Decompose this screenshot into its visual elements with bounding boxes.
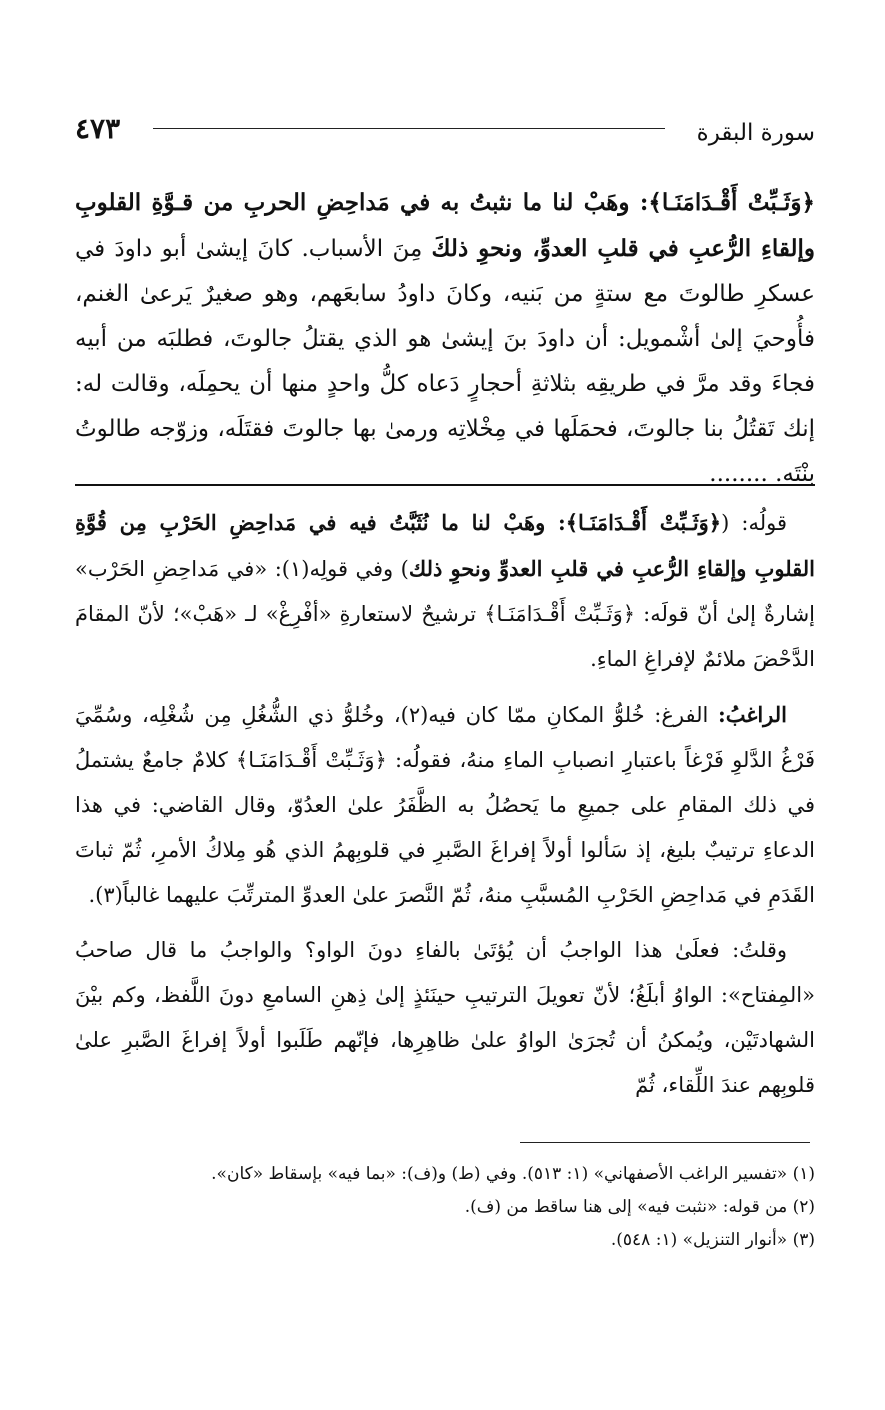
commentary (75, 500, 815, 1118)
main-paragraph (75, 180, 815, 497)
section-divider (75, 484, 815, 486)
footnote-rule (520, 1142, 810, 1143)
main-rest: مِنَ الأسباب. كانَ إيشىٰ أبو داودَ في عسكرِ طالوتَ مع ستةٍ من بَنيه، وكانَ داودُ سابعَهم، وهو صغيرٌ يَرعىٰ الغنم، فأُوحيَ إلىٰ أشْمويل: أن داودَ بنَ إيشىٰ هو الذي يقتلُ جالوتَ، فطلبَه من أبيه فجاءَ وقد مرَّ في طريقِه بثلاثةِ أحجارٍ دَعاه كلُّ واحدٍ منها أن يحمِلَه، وقالت له: إنك تَقتُلُ بنا جالوتَ، فحمَلَها في مِخْلاتِه ورمىٰ بها جالوتَ فقتَلَه، وزوّجه طالوتُ بنْتَه. ........ (75, 236, 815, 487)
commentary-lead: قولُه: ( (721, 511, 787, 535)
commentary-text: وقلتُ: فعلَىٰ هذا الواجبُ أن يُؤتَىٰ بالفاءِ دونَ الواو؟ والواجبُ ما قال صاحبُ «المِفتاح»: الواوُ أبلَغُ؛ لأنّ تعويلَ الترتيبِ حينَئذٍ إلىٰ ذِهنِ السامعِ دونَ اللَّفظ، وكم بيْنَ الشهادتَيْن، ويُمكنُ أن تُجرَىٰ الواوُ علىٰ ظاهِرِها، فإنّهم طَلَبوا أولاً إفراغَ الصَّبرِ علىٰ قلوبِهم عندَ اللِّقاء، ثُمّ (75, 938, 815, 1097)
main-ayah: ﴿وَثَـبِّتْ أَقْـدَامَنَـا﴾ (648, 189, 815, 216)
page-number: ٤٧٣ (75, 112, 121, 145)
main-lead: : وهَبْ لنا ما نثبتُ به في مَداحِضِ الحربِ من قـوَّةِ القلوبِ وإلقاءِ الرُّعبِ في قلبِ العدوِّ، ونحوِ ذلكَ (75, 189, 816, 262)
page-header (75, 112, 815, 152)
main-text (75, 180, 815, 497)
footnotes (75, 1158, 815, 1257)
footnote: (١) «تفسير الراغب الأصفهاني» (١: ٥١٣). وفي (ط) و(ف): «بما فيه» بإسقاط «كان». (211, 1164, 815, 1184)
commentary-bold: ﴿وَثَـبِّتْ أَقْـدَامَنَـا﴾: وهَبْ لنا ما نُثَبَّتُ فيه في مَداحِضِ الحَرْبِ مِن قُوَّةِ القلوبِ وإلقاءِ الرُّعبِ في قلبِ العدوِّ ونحوِ ذلك (75, 510, 815, 581)
surah-title: سورة البقرة (696, 120, 815, 146)
commentary-text: الفرغ: خُلوُّ المكانِ ممّا كان فيه(٢)، وخُلوُّ ذي الشُّغُلِ مِن شُغْلِه، وسُمِّيَ فَرْغُ الدَّلوِ فَرْغاً باعتبارِ انصبابِ الماءِ منهُ، فقولُه: ﴿وَثَـبِّتْ أَقْـدَامَنَـا﴾ كلامٌ جامعٌ يشتملُ في ذلك المقامِ على جميعِ ما يَحصُلُ به الظَّفَرُ علىٰ العدُوّ، وقال القاضي: في هذا الدعاءِ ترتيبٌ بليغ، إذ سَألوا أولاً إفراغَ الصَّبرِ في قلوبِهمُ الذي هُو مِلاكُ الأمرِ، ثُمّ ثباتَ القَدَمِ في مَداحِضِ الحَرْبِ المُسبَّبِ منهُ، ثُمّ النَّصرَ علىٰ العدوِّ المترتِّبَ عليهما غالباً(٣). (75, 703, 815, 907)
footnote: (٢) من قوله: «نثبت فيه» إلى هنا ساقط من (ف). (464, 1197, 815, 1217)
commentary-text: ) وفي قولِه(١): «في مَداحِضِ الحَرْب» إشارةٌ إلىٰ أنّ قولَه: ﴿وَثَـبِّتْ أَقْـدَامَنَـا﴾ ترشيحٌ لاستعارةِ «أفْرِغْ» لـ «هَبْ»؛ لأنّ المقامَ الدَّحْضَ ملائمٌ لإفراغِ الماءِ. (75, 557, 815, 671)
commentary-paragraph (75, 692, 815, 918)
header-rule (153, 128, 665, 129)
commentary-paragraph (75, 500, 815, 682)
commentary-paragraph (75, 928, 815, 1108)
footnote: (٣) «أنوار التنزيل» (١: ٥٤٨). (610, 1230, 815, 1250)
commentary-bold: الراغبُ: (717, 702, 787, 727)
